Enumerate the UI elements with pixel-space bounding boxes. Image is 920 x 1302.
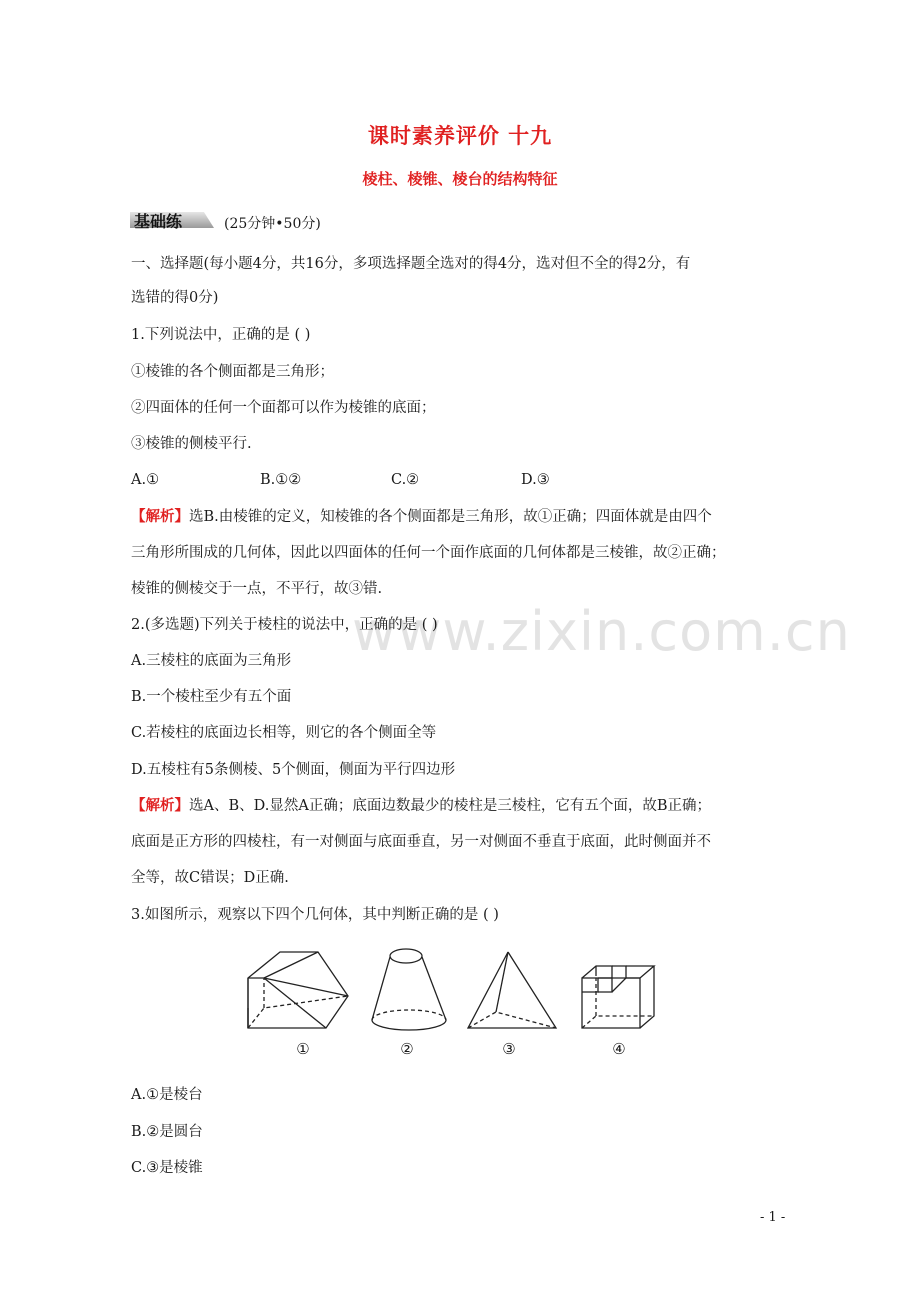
q2-stem: 2.(多选题)下列关于棱柱的说法中，正确的是 ( ) [131,617,438,633]
badge-label: 基础练 [134,212,183,231]
figure-label-4: ④ [612,1040,626,1058]
figure-label-3: ③ [502,1040,516,1058]
time-note: (25分钟•50分) [224,216,321,232]
q3-stem: 3.如图所示，观察以下四个几何体，其中判断正确的是 ( ) [131,907,499,923]
intro-line-2: 选错的得0分) [131,290,219,306]
figure-label-2: ② [400,1040,414,1058]
q1-analysis-line-1 [131,507,712,527]
section-badge [130,209,216,231]
page-subtitle: 棱柱、棱锥、棱台的结构特征 [362,170,558,188]
q3-option-b: B.②是圆台 [131,1124,203,1140]
q2-analysis-line-3: 全等，故C错误；D正确. [131,870,289,886]
q1-options [131,470,731,490]
q1-option-c: C.② [391,472,420,488]
q1-statement-1: ①棱锥的各个侧面都是三角形； [131,364,334,380]
q1-option-a: A.① [131,472,160,488]
q1-option-b: B.①② [260,472,302,488]
watermark: www.zixin.com.cn [352,600,851,663]
q2-option-b: B.一个棱柱至少有五个面 [131,689,292,705]
analysis-tag: 【解析】 [131,797,189,814]
q1-analysis-line-2: 三角形所围成的几何体，因此以四面体的任何一个面作底面的几何体都是三棱锥，故②正确； [131,545,726,561]
analysis-tag: 【解析】 [131,508,189,525]
intro-line-1: 一、选择题(每小题4分，共16分，多项选择题全选对的得4分，选对但不全的得2分，有 [131,256,691,272]
figure-4-stepped-prism [582,966,654,1028]
q2-option-c: C.若棱柱的底面边长相等，则它的各个侧面全等 [131,725,437,741]
q1-analysis-line-3: 棱锥的侧棱交于一点，不平行，故③错. [131,581,383,597]
q1-stem: 1.下列说法中，正确的是 ( ) [131,327,311,343]
figure-3-pyramid [468,952,556,1028]
q1-option-d: D.③ [521,472,550,488]
q1-statement-3: ③棱锥的侧棱平行. [131,436,252,452]
figure-label-1: ① [296,1040,310,1058]
q2-option-a: A.三棱柱的底面为三角形 [131,653,292,669]
figure-2-frustum [372,949,446,1030]
figure-1-solid [248,952,348,1028]
q3-option-c: C.③是棱锥 [131,1160,203,1176]
q1-statement-2: ②四面体的任何一个面都可以作为棱锥的底面； [131,400,436,416]
q3-option-a: A.①是棱台 [131,1087,203,1103]
q2-analysis-text-1: 选A、B、D.显然A正确；底面边数最少的棱柱是三棱柱，它有五个面，故B正确； [189,798,711,814]
page-title: 课时素养评价 十九 [367,123,553,148]
q2-analysis-line-2: 底面是正方形的四棱柱，有一对侧面与底面垂直，另一对侧面不垂直于底面，此时侧面并不 [131,834,711,850]
q2-analysis-line-1 [131,796,711,816]
q2-option-d: D.五棱柱有5条侧棱、5个侧面，侧面为平行四边形 [131,762,456,778]
page-number: - 1 - [760,1210,786,1225]
q1-analysis-text-1: 选B.由棱锥的定义，知棱锥的各个侧面都是三角形，故①正确；四面体就是由四个 [189,509,712,525]
